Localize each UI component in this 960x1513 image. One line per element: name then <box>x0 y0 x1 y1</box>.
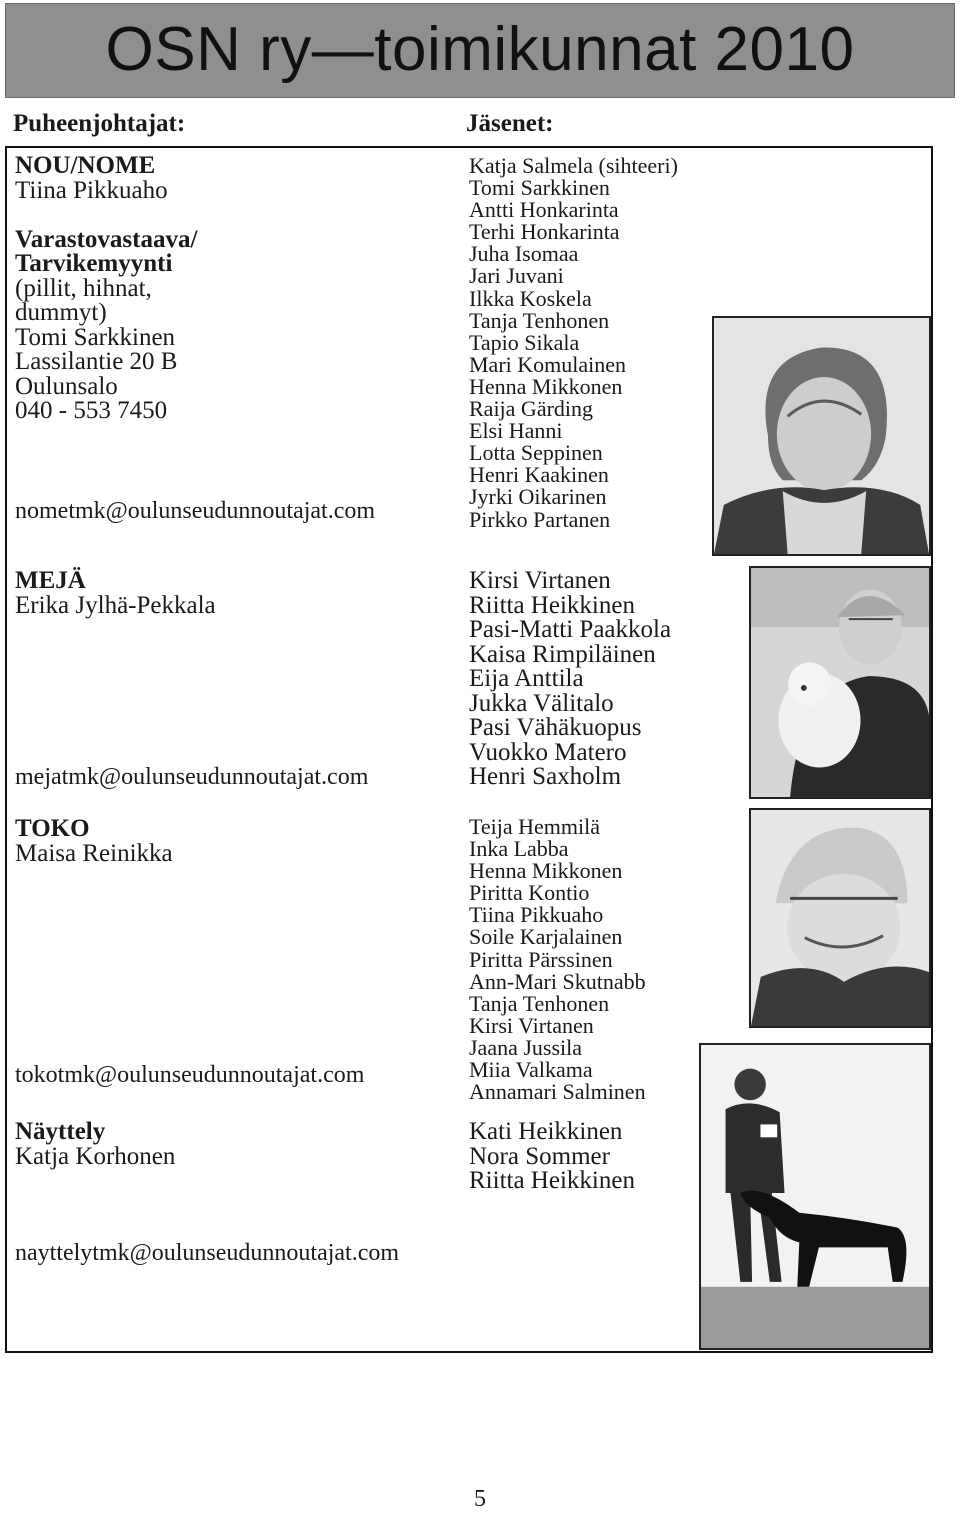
member: Riitta Heikkinen <box>469 1167 635 1194</box>
member: Soile Karjalainen <box>469 924 623 950</box>
role-title-2: Tarvikemyynti <box>15 250 173 277</box>
member: Jaana Jussila <box>469 1034 583 1060</box>
member: Kirsi Virtanen <box>469 1012 594 1038</box>
members-header: Jäsenet: <box>466 110 554 137</box>
role-note: (pillit, hihnat, <box>15 274 152 302</box>
member: Pirkko Partanen <box>469 506 611 532</box>
member: Jukka Välitalo <box>469 689 614 717</box>
committee-name: TOKO <box>15 815 90 842</box>
member: Raija Gärding <box>469 396 594 422</box>
committee-name: Näyttely <box>15 1118 106 1145</box>
member: Terhi Honkarinta <box>469 219 620 245</box>
chair-name: Erika Jylhä-Pekkala <box>15 591 216 619</box>
committee-name: NOU/NOME <box>15 152 156 179</box>
nayttely-chair-block <box>15 1120 175 1169</box>
member: Tapio Sikala <box>469 329 580 355</box>
toko-email-link[interactable]: tokotmk@oulunseudunnoutajat.com <box>15 1062 365 1088</box>
member: Tanja Tenhonen <box>469 307 610 333</box>
member: Henri Saxholm <box>469 763 622 790</box>
member: Antti Honkarinta <box>469 197 619 223</box>
role-title: Varastovastaava/ <box>15 225 198 253</box>
member: Katja Salmela (sihteeri) <box>469 153 678 178</box>
member: Miia Valkama <box>469 1057 593 1083</box>
meja-chair-block <box>15 569 216 618</box>
spacer <box>15 203 197 228</box>
meja-email-link[interactable]: mejatmk@oulunseudunnoutajat.com <box>15 764 369 790</box>
committee-name: MEJÄ <box>15 567 86 594</box>
member: Ann-Mari Skutnabb <box>469 968 646 994</box>
member: Henna Mikkonen <box>469 373 623 399</box>
nayttely-email-link[interactable]: nayttelytmk@oulunseudunnoutajat.com <box>15 1240 400 1266</box>
chair-name: Maisa Reinikka <box>15 839 173 867</box>
contact-name: Tomi Sarkkinen <box>15 323 176 351</box>
nou-chair-photo <box>712 316 931 556</box>
chair-name: Tiina Pikkuaho <box>15 176 168 204</box>
member: Teija Hemmilä <box>469 814 601 839</box>
member: Pasi Vähäkuopus <box>469 714 642 741</box>
toko-chair-photo <box>749 808 931 1028</box>
page-number: 5 <box>474 1486 486 1512</box>
member: Jyrki Oikarinen <box>469 484 607 510</box>
title-banner <box>5 3 955 98</box>
member: Piritta Pärssinen <box>469 946 613 972</box>
member: Mari Komulainen <box>469 351 627 377</box>
toko-chair-block <box>15 817 173 866</box>
role-note-2: dummyt) <box>15 299 107 326</box>
member: Henna Mikkonen <box>469 858 623 884</box>
contact-phone: 040 - 553 7450 <box>15 397 168 424</box>
member: Vuokko Matero <box>469 738 627 766</box>
member: Kirsi Virtanen <box>469 567 611 594</box>
nou-email-link[interactable]: nometmk@oulunseudunnoutajat.com <box>15 498 376 524</box>
contact-city: Oulunsalo <box>15 372 118 400</box>
contact-address: Lassilantie 20 B <box>15 348 178 375</box>
member: Kaisa Rimpiläinen <box>469 640 656 668</box>
member: Elsi Hanni <box>469 418 563 444</box>
meja-chair-photo <box>749 566 931 799</box>
meja-members-list <box>469 569 671 790</box>
member: Piritta Kontio <box>469 880 590 906</box>
member: Inka Labba <box>469 836 569 862</box>
member: Jari Juvani <box>469 263 564 289</box>
member: Nora Sommer <box>469 1142 610 1170</box>
member: Tanja Tenhonen <box>469 990 610 1016</box>
member: Ilkka Koskela <box>469 285 592 311</box>
chairs-header: Puheenjohtajat: <box>13 110 186 137</box>
toko-members-list <box>469 816 646 1103</box>
member: Henri Kaakinen <box>469 462 609 488</box>
member: Kati Heikkinen <box>469 1118 623 1145</box>
member: Tiina Pikkuaho <box>469 902 604 928</box>
nayttely-members-list <box>469 1120 635 1194</box>
member: Pasi-Matti Paakkola <box>469 616 672 643</box>
nayttely-chair-photo <box>699 1043 931 1350</box>
member: Tomi Sarkkinen <box>469 175 610 201</box>
nou-chair-block <box>15 154 197 424</box>
nou-members-list <box>469 155 678 531</box>
member: Eija Anttila <box>469 665 584 692</box>
member: Lotta Seppinen <box>469 440 603 466</box>
chair-name: Katja Korhonen <box>15 1142 176 1170</box>
member: Juha Isomaa <box>469 241 579 267</box>
page-title: OSN ry—toimikunnat 2010 <box>105 15 855 84</box>
member: Riitta Heikkinen <box>469 591 635 619</box>
member: Annamari Salminen <box>469 1079 646 1105</box>
